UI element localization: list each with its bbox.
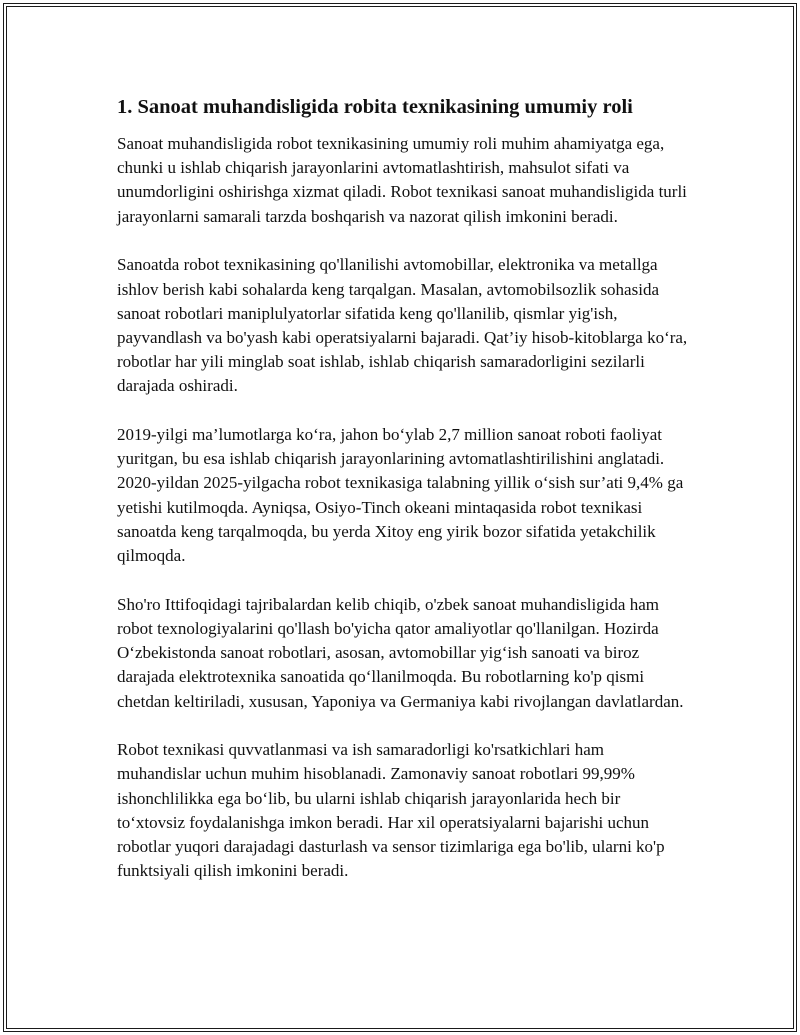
paragraph-1: Sanoat muhandisligida robot texnikasining umumiy roli muhim ahamiyatga ega, chunki u ishlab chiqarish jarayonlarini avtomatlashtirish, mahsulot sifati va unumdorligini oshirishga xizmat qiladi. Robot texnikasi sanoat muhandisligida turli jarayonlarni samarali tarzda boshqarish va nazorat qilish imkonini beradi. [117, 134, 687, 226]
paragraph-3: 2019-yilgi ma’lumotlarga ko‘ra, jahon bo‘ylab 2,7 million sanoat roboti faoliyat yuritgan, bu esa ishlab chiqarish jarayonlarining avtomatlashtirilishini anglatadi. 2020-yildan 2025-yilgacha robot texnikasiga talabning yillik o‘sish sur’ati 9,4% ga yetishi kutilmoqda. Ayniqsa, Osiyo-Tinch okeani mintaqasida robot texnikasi sanoatda keng tarqalmoqda, bu yerda Xitoy eng yirik bozor sifatida yetakchilik qilmoqda. [117, 425, 684, 566]
section-heading: 1. Sanoat muhandisligida robita texnikasining umumiy roli [117, 96, 633, 118]
paragraph-2: Sanoatda robot texnikasining qo'llanilishi avtomobillar, elektronika va metallga ishlov berish kabi sohalarda keng tarqalgan. Masalan, avtomobilsozlik sohasida sanoat robotlari maniplulyatorlar sifatida keng qo'llanilib, qismlar yig'ish, payvandlash va bo'yash kabi operatsiyalarni bajaradi. Qat’iy hisob-kitoblarga ko‘ra, robotlar har yili minglab soat ishlab, ishlab chiqarish samaradorligini sezilarli darajada oshiradi. [117, 255, 688, 396]
paragraph-4: Sho'ro Ittifoqidagi tajribalardan kelib chiqib, o'zbek sanoat muhandisligida ham robot texnologiyalarini qo'llash bo'yicha qator amaliyotlar qo'llanilgan. Hozirda O‘zbekistonda sanoat robotlari, asosan, avtomobillar yig‘ish sanoati va biroz darajada elektrotexnika sanoatida qo‘llanilmoqda. Bu robotlarning ko'p qismi chetdan keltiriladi, xususan, Yaponiya va Germaniya kabi rivojlangan davlatlardan. [117, 594, 684, 711]
document-body [117, 94, 689, 908]
paragraph-5: Robot texnikasi quvvatlanmasi va ish samaradorligi ko'rsatkichlari ham muhandislar uchun muhim hisoblanadi. Zamonaviy sanoat robotlari 99,99% ishonchlilikka ega bo‘lib, bu ularni ishlab chiqarish jarayonlarida hech bir to‘xtovsiz foydalanishga imkon beradi. Har xil operatsiyalarni bajarishi uchun robotlar yuqori darajadagi dasturlash va sensor tizimlariga ega bo'lib, ularni ko'p funktsiyali qilish imkonini beradi. [117, 740, 665, 881]
